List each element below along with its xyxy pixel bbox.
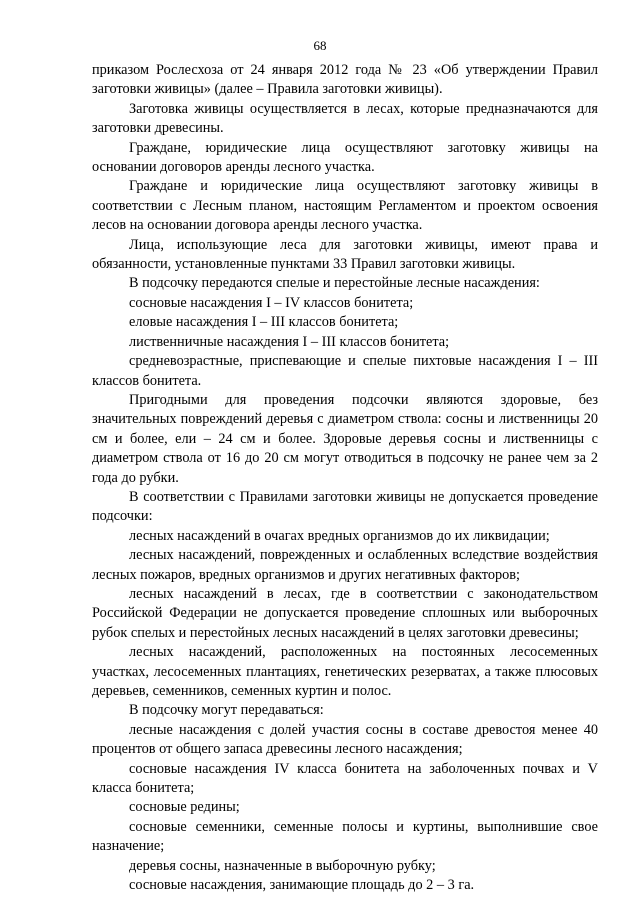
list-item: еловые насаждения I – III классов бонитета; <box>129 314 399 331</box>
list-item: сосновые насаждения IV класса бонитета на заболоченных почвах и V класса бонитета; <box>92 760 598 797</box>
paragraph: В подсочку могут передаваться: <box>129 702 324 719</box>
list-item: лесных насаждений, расположенных на постоянных лесосеменных участках, лесосеменных плантациях, генетических резерватах, а также плюсовых деревьев, семенников, семенных куртин и полос. <box>92 644 598 699</box>
list-item: средневозрастные, приспевающие и спелые пихтовые насаждения I – III классов бонитета. <box>92 353 598 389</box>
paragraph: В подсочку передаются спелые и перестойные лесные насаждения: <box>129 275 540 292</box>
list-item: сосновые насаждения I – IV классов бонитета; <box>129 294 414 311</box>
paragraph: Граждане и юридические лица осуществляют заготовку живицы в соответствии с Лесным планом, настоящим Регламентом и проектом освоения лесов на основании договора аренды лесного участка. <box>92 178 598 234</box>
paragraph: приказом Рослесхоза от 24 января 2012 года № 23 «Об утверждении Правил заготовки живицы» (далее – Правила заготовки живицы). <box>92 62 598 98</box>
paragraph: Заготовка живицы осуществляется в лесах, которые предназначаются для заготовки древесины. <box>92 100 598 137</box>
list-item: лесных насаждений в лесах, где в соответствии с законодательством Российской Федерации не допускается проведение сплошных или выборочных рубок спелых и перестойных лесных насаждений в целях заготовки древесины; <box>92 585 598 641</box>
page-number: 68 <box>313 38 327 53</box>
list-item: деревья сосны, назначенные в выборочную рубку; <box>129 857 436 874</box>
paragraph: Лица, использующие леса для заготовки живицы, имеют права и обязанности, установленные пунктами 33 Правил заготовки живицы. <box>92 236 598 273</box>
paragraph: Граждане, юридические лица осуществляют заготовку живицы на основании договоров аренды лесного участка. <box>92 139 598 176</box>
document-body <box>92 61 598 895</box>
list-item: лесных насаждений, поврежденных и ослабленных вследствие воздействия лесных пожаров, вредных организмов и других негативных факторов; <box>92 547 598 583</box>
list-item: лесные насаждения с долей участия сосны в составе древостоя менее 40 процентов от общего запаса древесины лесного насаждения; <box>92 721 598 758</box>
list-item: сосновые редины; <box>129 799 240 816</box>
list-item: лесных насаждений в очагах вредных организмов до их ликвидации; <box>129 527 550 544</box>
list-item: лиственничные насаждения I – III классов бонитета; <box>129 333 450 350</box>
list-item: сосновые семенники, семенные полосы и куртины, выполнившие свое назначение; <box>92 818 598 855</box>
paragraph: Пригодными для проведения подсочки являются здоровые, без значительных повреждений деревья с диаметром ствола: сосны и лиственницы 20 см и более, ели – 24 см и более. Здоровые деревья сосны и лиственницы с диаметром ствола от 16 до 20 см могут отводиться в подсочку не ранее чем за 2 года до рубки. <box>92 391 598 486</box>
list-item: сосновые насаждения, занимающие площадь до 2 – 3 га. <box>129 877 475 894</box>
paragraph: В соответствии с Правилами заготовки живицы не допускается проведение подсочки: <box>92 488 598 525</box>
